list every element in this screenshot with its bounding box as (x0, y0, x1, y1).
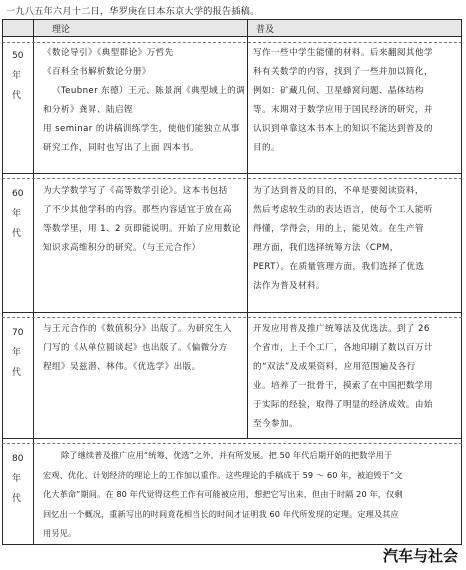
theory-line: 研究工作，同时也写出了上面 四本书。 (43, 143, 200, 153)
header-dashed-line (2, 42, 462, 43)
popular-cell-60s (253, 182, 433, 296)
decade-unit: 年 (12, 209, 22, 219)
theory-line: 知识求高维积分的研究。（与王元合作） (43, 243, 201, 253)
decade-number: 60 (12, 189, 24, 199)
theory-line: 为大学数学写了《高等数学引论》。这本书包括 (43, 186, 228, 196)
theory-line: 和分析》龚昇、陆启铿 (43, 105, 133, 115)
row-separator-3 (2, 438, 462, 439)
merged-line: 除了继续普及推广应用“统筹、优选”之外，并有所发展。把 50 年代后期开始的把数学用于 (61, 450, 393, 460)
row-separator-2 (2, 312, 462, 313)
merged-line: 用另见。 (43, 528, 77, 538)
row-separator-1 (2, 173, 462, 174)
theory-line: （Teubner 东德）王元、陈景润《典型域上的调 (52, 86, 246, 96)
decade-number: 70 (12, 328, 24, 338)
theory-line: 与王元合作的《数值积分》出版了。为研究生入 (43, 324, 232, 334)
decade-unit: 年 (12, 71, 22, 81)
row-dashed-line-1 (2, 178, 462, 179)
popular-line: 的“双法”及成果资料，应用范围遍及各行 (253, 362, 416, 372)
table-border-top (2, 19, 462, 20)
popular-line: 于实际的经验，取得了明显的经济成效。由始 (253, 400, 433, 410)
document-caption: 一九八五年六月十二日，华罗庚在日本东京大学的报告插稿。 (6, 6, 260, 17)
popular-line: 理方面，我们选择统筹方法（CPM， (253, 243, 399, 253)
popular-line: 目的。 (253, 143, 280, 153)
theory-cell-50s (43, 44, 245, 158)
row-dashed-line-2 (2, 317, 462, 318)
decade-suffix: 代 (12, 229, 22, 239)
merged-cell-80s (43, 446, 403, 544)
popular-line: 个省市，上千个工厂，各地印刷了数以百万计 (253, 343, 433, 353)
popular-line: 等。末期对于数学应用于国民经济的研究，并 (253, 105, 433, 115)
decade-label-60s (12, 184, 34, 244)
decade-label-80s (12, 449, 34, 509)
popular-line: 开发应用普及推广统筹法及优选法。到了 26 (253, 324, 430, 334)
popular-cell-70s (253, 320, 433, 434)
theory-line: 用 seminar 的讲稿训练学生，使他们能独立从事 (43, 124, 240, 134)
watermark-text: 汽车与社会 (382, 547, 458, 565)
merged-line: 回忆出一个概况，重新写出的时间竟花相当长的时间才证明我 60 年代所发现的定理。定理及其应 (43, 508, 399, 519)
decade-label-50s (12, 46, 34, 106)
header-popular: 普及 (256, 25, 275, 35)
decade-unit: 年 (12, 474, 22, 484)
table-border-left (2, 19, 3, 545)
table-header-background (2, 20, 461, 36)
popular-line: 例如：矿藏几何、卫星蜂窝问题、晶体结构 (253, 86, 424, 96)
theory-line: 《百科全书解析数论分册》 (43, 67, 151, 77)
popular-line: 为了达到普及的目的，不单是要阅读资料， (253, 186, 424, 196)
decade-suffix: 代 (12, 368, 22, 378)
popular-line: 至今参加。 (253, 419, 298, 429)
decade-number: 80 (12, 454, 24, 464)
theory-line: 门写的《从单位圆谈起》也出版了。《偏微分方 (43, 343, 228, 353)
row-dashed-line-3 (2, 443, 462, 444)
popular-cell-50s (253, 44, 433, 158)
column-separator-theory (247, 19, 248, 439)
popular-line: 写作一些中学生能懂的材料。后来翻阅其他学 (253, 48, 433, 58)
theory-line: 等数学里，用 1、2 页即能说明。开始了应用数论 (43, 224, 241, 234)
theory-cell-70s (43, 320, 232, 377)
theory-line: 了不少其他学科的内容。那些内容适宜于放在高 (43, 205, 232, 215)
merged-line: 化大革命”期间。在 80 年代觉得这些工作有可能被应用，想把它写出来，但由于时隔 20 年，仅剩 (43, 489, 403, 499)
header-theory: 理论 (52, 25, 71, 35)
decade-suffix: 代 (12, 91, 22, 101)
popular-line: 认识到单靠这本书本上的知识不能达到普及的 (253, 124, 433, 134)
decade-suffix: 代 (12, 494, 22, 504)
popular-line: 然后考虑较生动的表达语言，使每个工人能听 (253, 205, 433, 215)
popular-line: 业。培养了一批骨干，摸索了在中国把数学用 (253, 381, 433, 391)
theory-cell-60s (43, 182, 241, 258)
theory-line: 程组》吴兹潜、林伟。《优选学》出版。 (43, 362, 201, 372)
theory-line: 《数论导引》《典型群论》万哲先 (43, 48, 174, 58)
popular-line: 得懂，学得会，用的上，能见效。在生产管 (253, 224, 424, 234)
table-border-right (461, 19, 462, 545)
popular-line: 科有关数学的内容，找到了一些并加以简化， (253, 67, 433, 77)
decade-label-70s (12, 323, 34, 383)
header-separator (2, 36, 462, 37)
decade-unit: 年 (12, 348, 22, 358)
popular-line: PERT）。在质量管理方面，我们选择了优选 (253, 262, 425, 272)
decade-number: 50 (12, 51, 24, 61)
merged-line: 宏观、优化、计划经济的理论上的工作加以重作。这些理论的手稿成于 59 ～ 60 年，被迫毁于“文 (43, 469, 403, 480)
popular-line: 法作为普及材料。 (253, 281, 325, 291)
